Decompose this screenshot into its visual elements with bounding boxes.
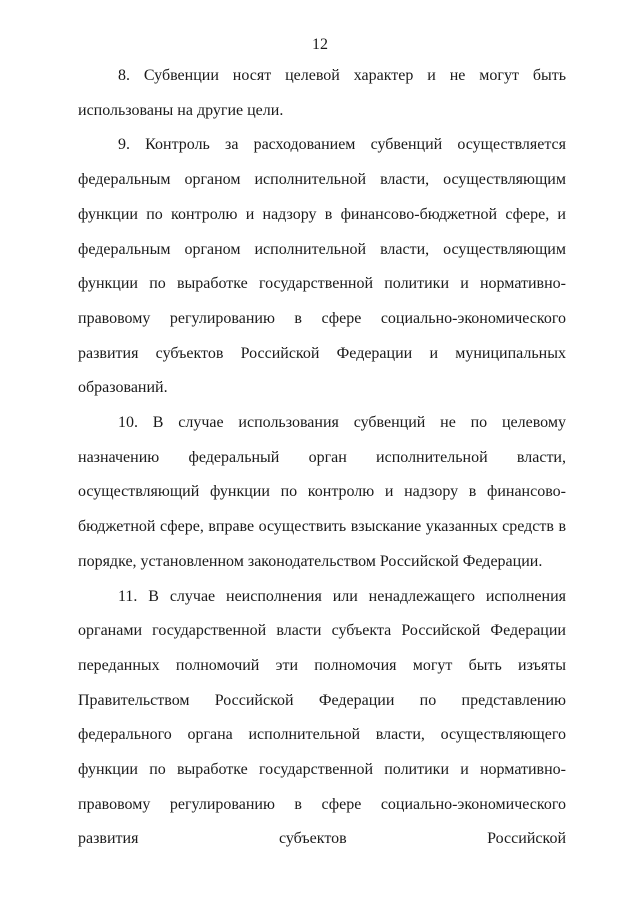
paragraph-10: 10. В случае использования субвенций не по целевому назначению федеральный орган исполнительной власти, осуществляющий функции по контролю и надзору в финансово-бюджетной сфере, вправе осуществить взыскание указанных средств в порядке, установленном законодательством Российской Федерации. [78,414,566,570]
page-number: 12 [312,36,328,53]
paragraph-11: 11. В случае неисполнения или ненадлежащего исполнения органами государственной власти субъекта Российской Федерации переданных полномочий эти полномочия могут быть изъяты Правительством Российской Федерации по представлению федерального органа исполнительной власти, осуществляющего функции по выработке государственной политики и нормативно-правовому регулированию в сфере социально-экономического развития субъектов Российской [78,587,566,848]
paragraph-8: 8. Субвенции носят целевой характер и не могут быть использованы на другие цели. [78,67,566,119]
document-body [78,59,566,857]
paragraph-9: 9. Контроль за расходованием субвенций осуществляется федеральным органом исполнительной власти, осуществляющим функции по контролю и надзору в финансово-бюджетной сфере, и федеральным органом исполнительной власти, осуществляющим функции по выработке государственной политики и нормативно-правовому регулированию в сфере социально-экономического развития субъектов Российской Федерации и муниципальных образований. [78,136,566,397]
